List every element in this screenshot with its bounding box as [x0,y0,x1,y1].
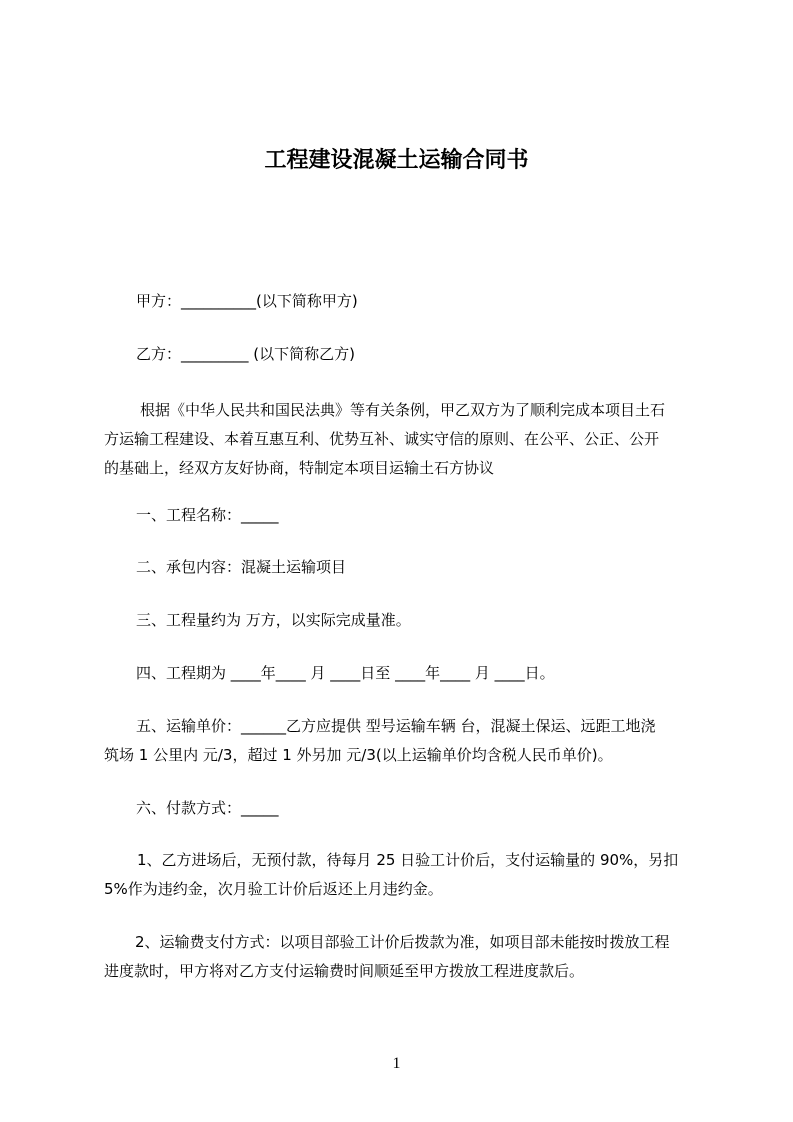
unit-price-line-1: 五、运输单价：______乙方应提供 型号运输车辆 台，混凝土保运、远距工地浇 [136,717,656,735]
clause-project-name: 一、工程名称：_____ [136,506,279,524]
party-a-line: 甲方：__________(以下简称甲方) [136,292,358,310]
payment-2-line-1: 2、运输费支付方式：以项目部验工计价后拨款为准，如项目部未能按时拨放工程 [135,933,670,951]
payment-item-1 [104,846,714,904]
payment-1-line-1: 1、乙方进场后，无预付款，待每月 25 日验工计价后，支付运输量的 90%，另扣 [137,851,679,869]
intro-line-3: 的基础上，经双方友好协商，特制定本项目运输土石方协议 [104,459,495,477]
payment-2-line-2: 进度款时，甲方将对乙方支付运输费时间顺延至甲方拨放工程进度款后。 [104,962,585,980]
payment-item-2 [104,928,714,986]
party-b-line: 乙方：_________ (以下简称乙方) [136,345,355,363]
clause-contract-content: 二、承包内容：混凝土运输项目 [136,558,347,576]
page-number: 1 [392,1055,401,1072]
clause-duration: 四、工程期为 ____年____ 月 ____日至 ____年____ 月 ____日。 [136,664,555,682]
intro-line-1: 根据《中华人民共和国民法典》等有关条例，甲乙双方为了顺利完成本项目土石 [140,401,666,419]
clause-payment-method: 六、付款方式：_____ [136,799,279,817]
unit-price-line-2: 筑场 1 公里内 元/3，超过 1 外另加 元/3(以上运输单价均含税人民币单价)。 [104,746,613,764]
intro-line-2: 方运输工程建设、本着互惠互利、优势互补、诚实守信的原则、在公平、公正、公开 [104,430,660,448]
intro-paragraph [104,396,714,483]
document-title: 工程建设混凝土运输合同书 [264,148,529,173]
clause-quantity: 三、工程量约为 万方，以实际完成量准。 [136,611,411,629]
payment-1-line-2: 5%作为违约金，次月验工计价后返还上月违约金。 [104,880,443,898]
clause-unit-price [104,712,714,770]
